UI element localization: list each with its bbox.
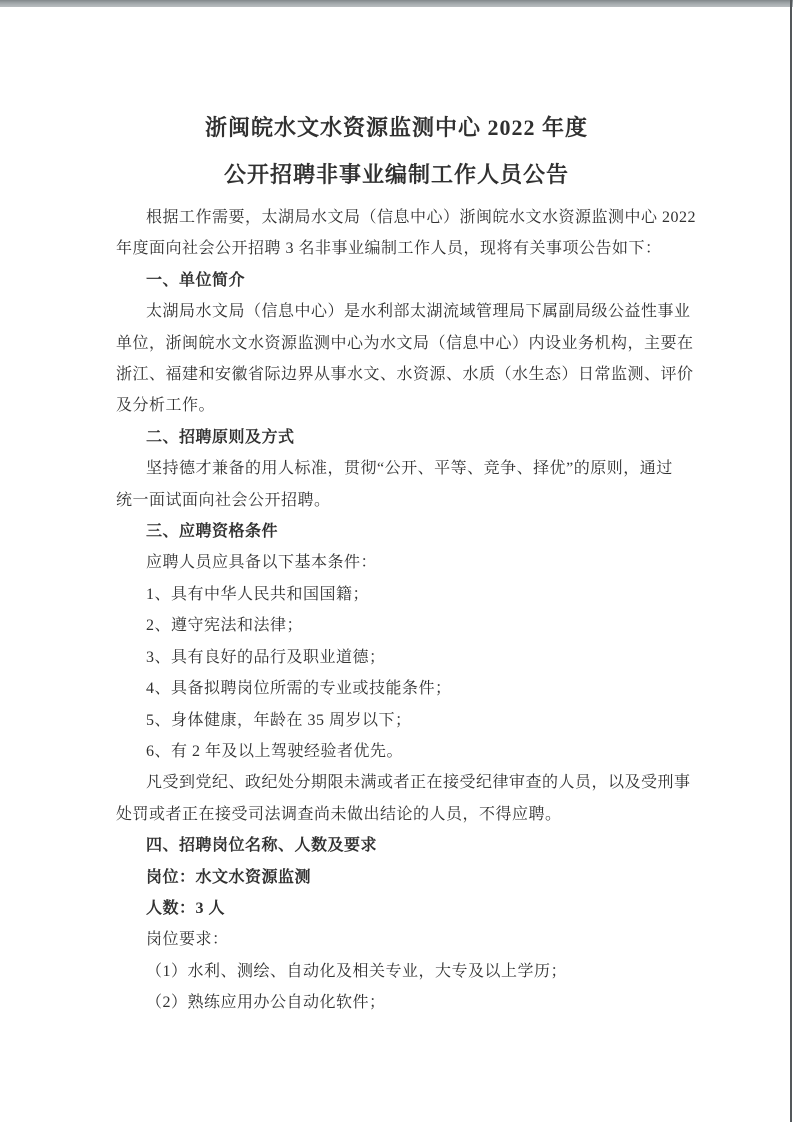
text-line: 2、遵守宪法和法律； [146,617,304,635]
text-line: 处罚或者正在接受司法调查尚未做出结论的人员，不得应聘。 [116,805,562,823]
text-line: 6、有 2 年及以上驾驶经验者优先。 [146,742,404,760]
text-line: 4、具备拟聘岗位所需的专业或技能条件； [146,680,452,698]
heading-line: 三、应聘资格条件 [146,523,279,541]
heading-line: 四、招聘岗位名称、人数及要求 [146,837,378,855]
heading-line: 一、单位简介 [146,271,246,289]
text-line: 及分析工作。 [116,397,216,415]
text-line: 统一面试面向社会公开招聘。 [116,491,331,509]
document-body [116,202,697,1019]
text-line: 岗位要求： [146,931,229,949]
text-line: 3、具有良好的品行及职业道德； [146,648,386,666]
text-line: 太湖局水文局（信息中心）是水利部太湖流域管理局下属副局级公益性事业 [146,303,691,321]
scan-edge-right [790,0,792,1122]
text-line: 浙江、福建和安徽省际边界从事水文、水资源、水质（水生态）日常监测、评价 [116,366,694,384]
text-line: 1、具有中华人民共和国国籍； [146,585,370,603]
scan-edge-top [0,0,793,7]
heading-line: 人数：3 人 [146,899,226,917]
text-line: 根据工作需要，太湖局水文局（信息中心）浙闽皖水文水资源监测中心 2022 [146,209,697,226]
title-line-1: 浙闽皖水文水资源监测中心 2022 年度 [204,115,588,140]
text-line: （2）熟练应用办公自动化软件； [146,994,386,1012]
heading-line: 岗位：水文水资源监测 [146,868,312,886]
text-line: 坚持德才兼备的用人标准，贯彻“公开、平等、竞争、择优”的原则，通过 [146,460,673,478]
text-line: 凡受到党纪、政纪处分期限未满或者正在接受纪律审查的人员，以及受刑事 [146,774,691,792]
text-line: （1）水利、测绘、自动化及相关专业，大专及以上学历； [146,962,568,980]
text-line: 单位，浙闽皖水文水资源监测中心为水文局（信息中心）内设业务机构，主要在 [116,334,694,352]
text-line: 5、身体健康，年龄在 35 周岁以下； [146,711,412,729]
document-title [0,0,793,198]
heading-line: 二、招聘原则及方式 [146,428,295,446]
text-line: 年度面向社会公开招聘 3 名非事业编制工作人员，现将有关事项公告如下： [116,240,662,258]
title-line-2: 公开招聘非事业编制工作人员公告 [223,162,569,187]
text-line: 应聘人员应具备以下基本条件： [146,554,378,572]
